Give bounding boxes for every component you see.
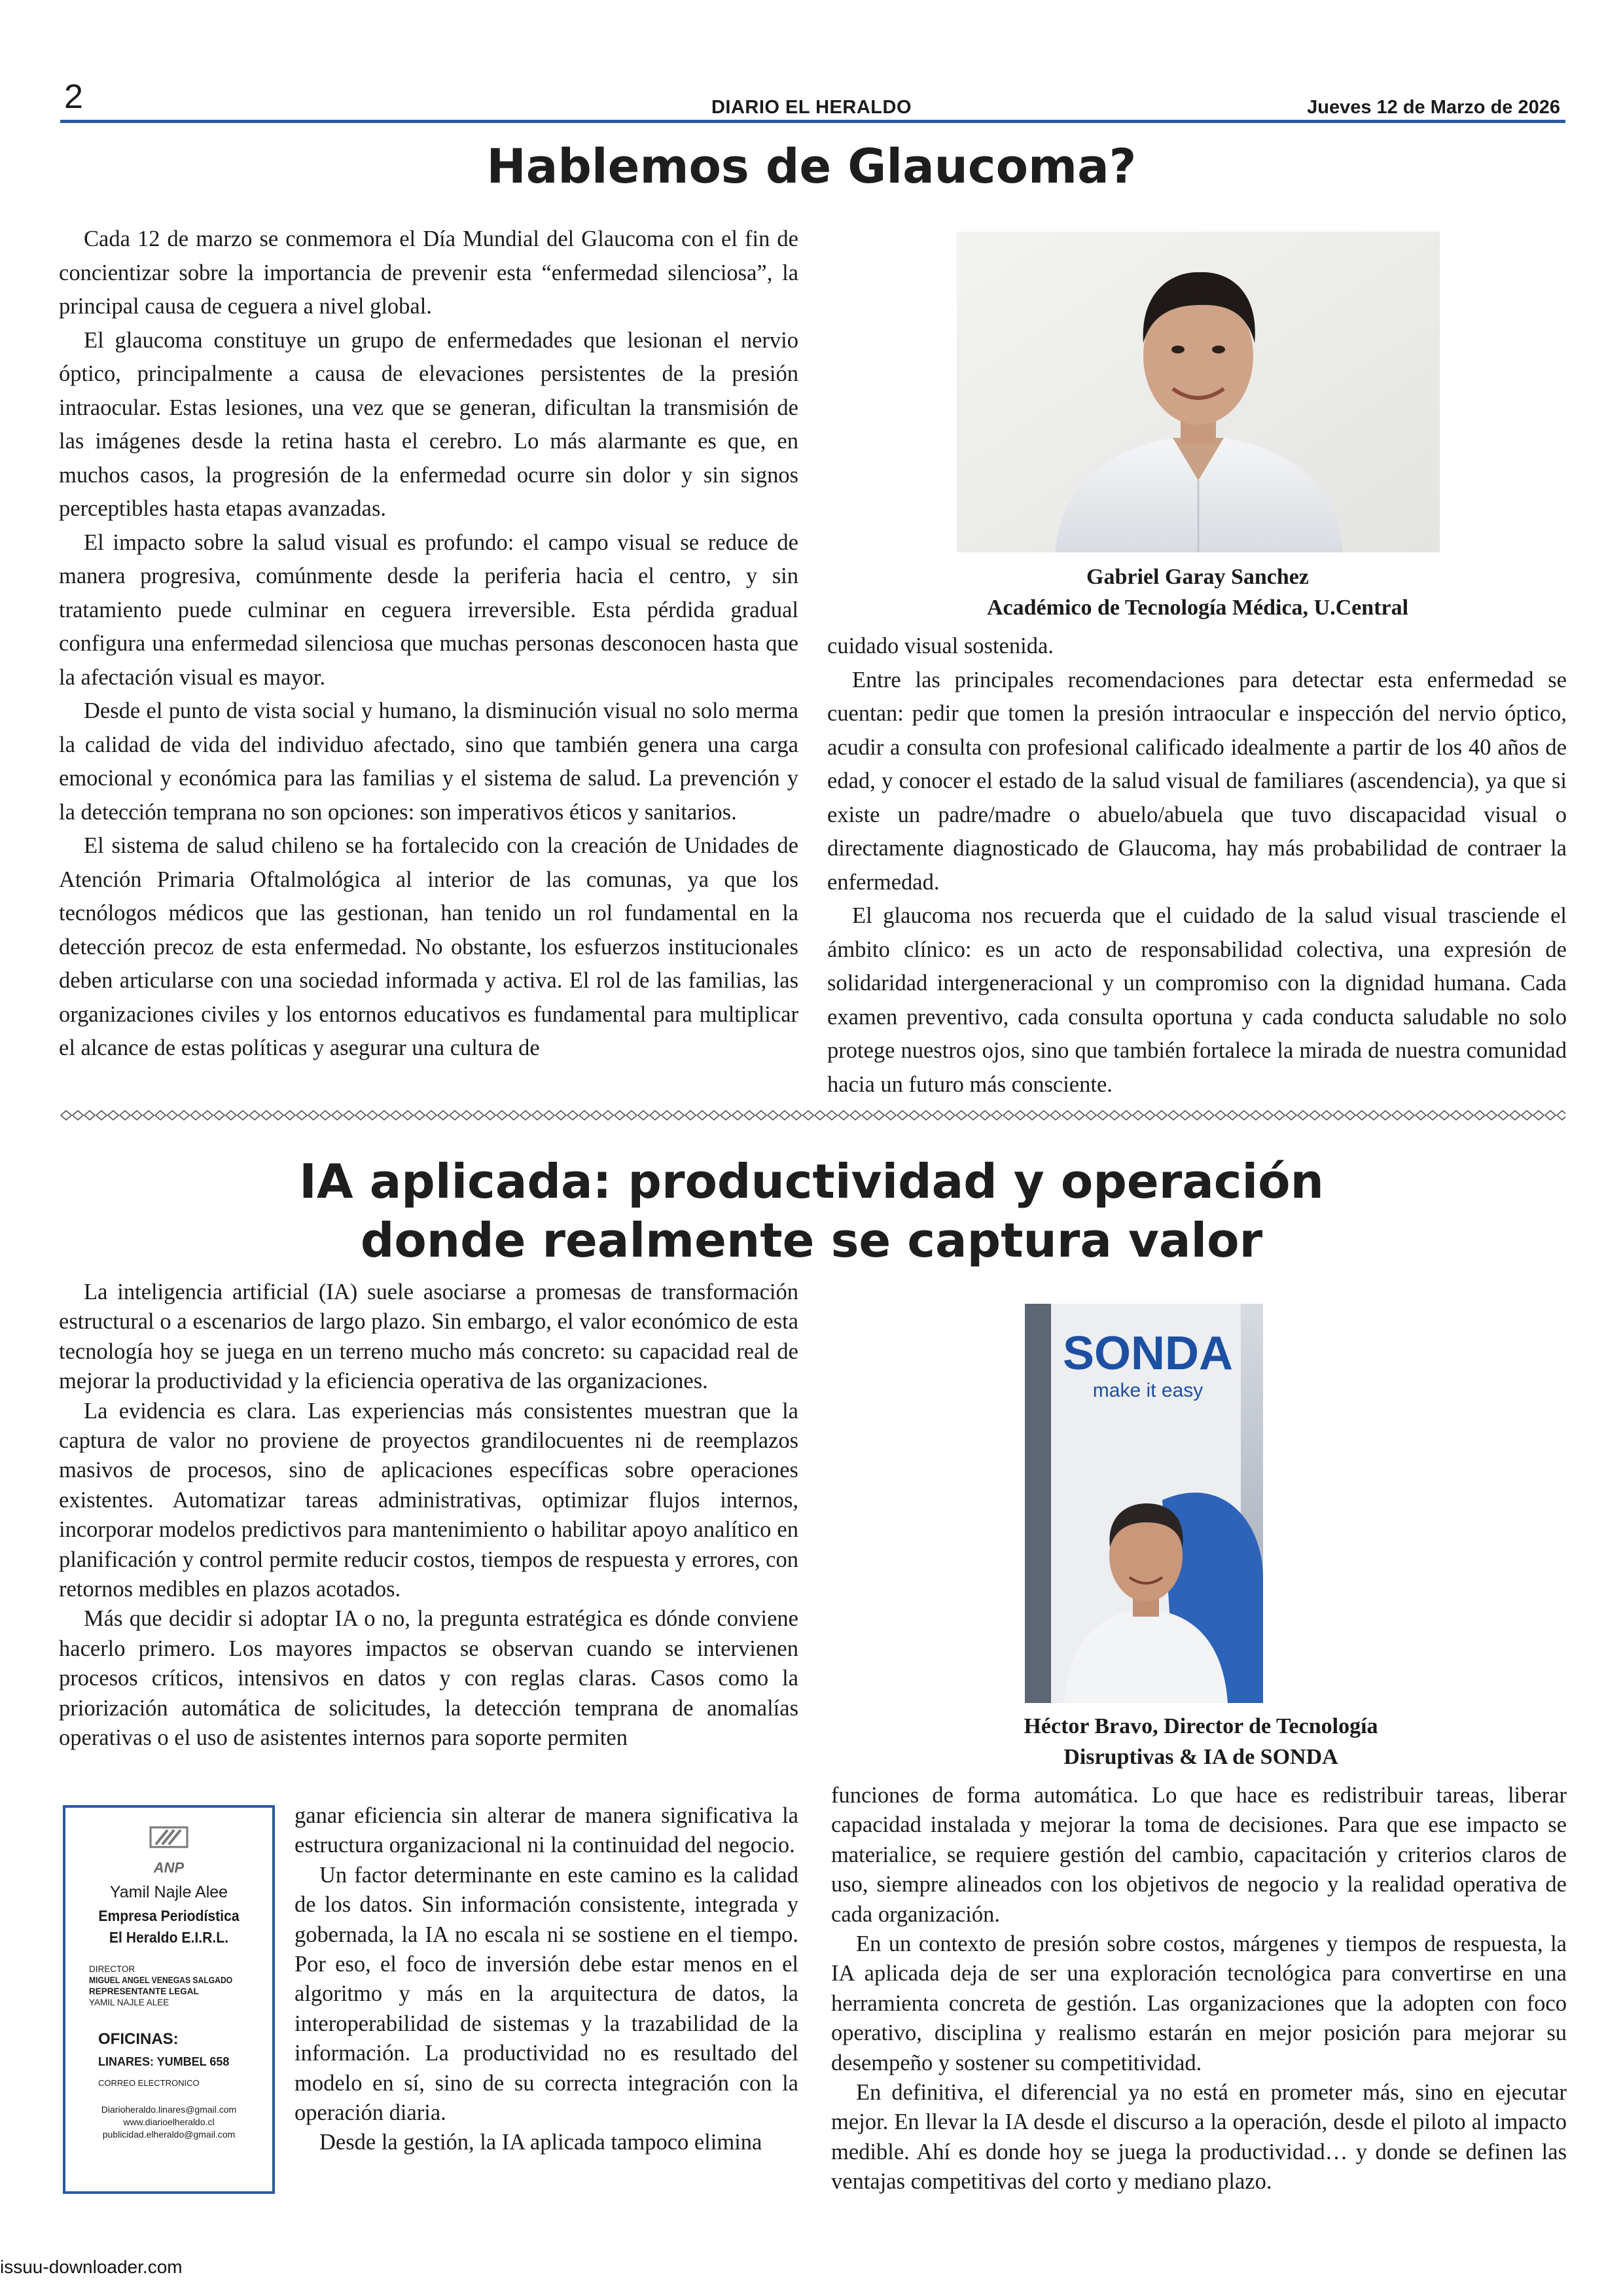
paragraph: El impacto sobre la salud visual es profundo: el campo visual se reduce de manera progresiva, comúnmente desde la periferia hacia el centro, y sin tratamiento puede culminar en ceguera irreversible. Esta pérdida gradual configura una enfermedad silenciosa que muchas personas desconocen hasta que la afectación visual es mayor.: [59, 529, 798, 690]
anp-logo-icon: [148, 1825, 190, 1859]
paragraph: El sistema de salud chileno se ha fortalecido con la creación de Unidades de Atención Primaria Oftalmológica al interior de las comunas, ya que los tecnólogos médicos que las gestionan, han tenido un rol fundamental en la detección precoz de esta enfermedad. No obstante, los esfuerzos institucionales deben articularse con una sociedad informada y activa. El rol de las familias, las organizaciones civiles y los entornos educativos es fundamental para multiplicar el alcance de estas políticas y asegurar una cultura de: [59, 833, 798, 1060]
email-label: CORREO ELECTRONICO: [98, 2078, 200, 2088]
paragraph: El glaucoma constituye un grupo de enfermedades que lesionan el nervio óptico, principalmente a causa de elevaciones persistentes de la presión intraocular. Estas lesiones, una vez que se generan, dificultan la transmisión de las imágenes desde la retina hasta el cerebro. Lo más alarmante es que, en muchos casos, la progresión de la enfermedad ocurre sin dolor y sin signos perceptibles hasta etapas avanzadas.: [59, 327, 798, 521]
caption-name: Gabriel Garay Sanchez: [1086, 565, 1309, 589]
paragraph: Más que decidir si adoptar IA o no, la pregunta estratégica es dónde conviene hacerlo primero. Los mayores impactos se observan cuando se intervienen procesos críticos, intensivos en datos y con reglas claras. Casos como la priorización automática de solicitudes, la detección temprana de anomalías operativas o el uso de asistentes internos para soporte permiten: [59, 1606, 798, 1751]
email-address: Diarioheraldo.linares@gmail.com: [101, 2104, 237, 2115]
title-line: IA aplicada: productividad y operación: [299, 1154, 1324, 1209]
offices-label: OFICINAS:: [98, 2030, 179, 2048]
sign-brand: SONDA: [1062, 1327, 1234, 1380]
paragraph: Entre las principales recomendaciones para detectar esta enfermedad se cuentan: pedir que tomen la presión intraocular e inspección del nervio óptico, acudir a consulta con profesional calificado idealmente a partir de los 40 años de edad, y conocer el estado de la salud visual de familiares (ascendencia), ya que si existe un padre/madre o abuelo/abuela que tuvo discapacidad visual o directamente diagnosticado de Glaucoma, hay más probabilidad de contraer la enfermedad.: [827, 667, 1567, 895]
newspaper-name: DIARIO EL HERALDO: [711, 97, 912, 118]
paragraph: Cada 12 de marzo se conmemora el Día Mundial del Glaucoma con el fin de concientizar sobre la importancia de prevenir esta “enfermedad silenciosa”, la principal causa de ceguera a nivel global.: [59, 226, 798, 319]
issue-date: Jueves 12 de Marzo de 2026: [1307, 97, 1560, 118]
director-label: DIRECTOR: [89, 1964, 135, 1974]
caption-line: Disruptivas & IA de SONDA: [1063, 1745, 1338, 1769]
article-2-left-column: [59, 1278, 798, 1753]
paragraph: Desde la gestión, la IA aplicada tampoco elimina: [319, 2130, 762, 2155]
anp-logo: [65, 1825, 272, 1876]
photo-caption-hector: [838, 1711, 1564, 1772]
portrait-photo-gabriel: [957, 232, 1440, 552]
article-2-right-column: [831, 1781, 1567, 2197]
article-1-right-column: [827, 630, 1567, 1102]
owner-name: Yamil Najle Alee: [109, 1883, 228, 1901]
portrait-photo-hector: [1025, 1304, 1263, 1703]
legal-label: REPRESENTANTE LEGAL: [89, 1986, 199, 1996]
paragraph: En definitiva, el diferencial ya no está en prometer más, sino en ejecutar mejor. En llevar la IA desde el discurso a la operación, desde el piloto al impacto medible. Ahí es donde hoy se juega la productividad… y donde se definen las ventajas competitivas del corto y mediano plazo.: [831, 2080, 1567, 2195]
masthead-box: [63, 1805, 275, 2194]
website: www.diarioelheraldo.cl: [123, 2117, 215, 2127]
paragraph: El glaucoma nos recuerda que el cuidado de la salud visual trasciende el ámbito clínico: es un acto de responsabilidad colectiva, una expresión de solidaridad intergeneracional y un compromiso con la dignidad humana. Cada examen preventivo, cada consulta oportuna y cada conducta saludable no solo protege nuestros ojos, sino que también fortalece la mirada de nuestra comunidad hacia un futuro más consciente.: [827, 903, 1567, 1097]
article-2-narrow-column: [294, 1801, 798, 2158]
email-address: publicidad.elheraldo@gmail.com: [102, 2129, 236, 2140]
director-name: MIGUEL ANGEL VENEGAS SALGADO: [89, 1975, 233, 1985]
legal-name: YAMIL NAJLE ALEE: [89, 1998, 169, 2007]
company-line: Empresa Periodística: [98, 1907, 240, 1924]
paragraph: ganar eficiencia sin alterar de manera significativa la estructura organizacional ni la continuidad del negocio.: [294, 1803, 798, 1858]
article-1-left-column: [59, 223, 798, 1066]
sign-tagline: make it easy: [1092, 1380, 1204, 1401]
company-line: El Heraldo E.I.R.L.: [109, 1929, 229, 1946]
paragraph: funciones de forma automática. Lo que hace es redistribuir tareas, liberar capacidad instalada y mejorar la toma de decisiones. Para que ese impacto se materialice, se requiere gestión del cambio, capacitación y criterios claros de uso, siempre alineados con los objetivos de negocio y la realidad operativa de cada organización.: [831, 1783, 1567, 1927]
article-1-title: Hablemos de Glaucoma?: [486, 139, 1137, 194]
article-divider: [60, 1108, 1565, 1122]
photo-caption-gabriel: [838, 562, 1558, 623]
paragraph: La evidencia es clara. Las experiencias más consistentes muestran que la captura de valor no proviene de proyectos grandilocuentes ni de reemplazos masivos de procesos, sino de aplicaciones específicas sobre operaciones existentes. Automatizar tareas administrativas, optimizar flujos internos, incorporar modelos predictivos para mantenimiento o habilitar apoyo analítico en planificación y control permite reducir costos, tiempos de respuesta y errores, con retornos medibles en plazos acotados.: [59, 1398, 798, 1602]
watermark[interactable]: issuu-downloader.com: [0, 2257, 183, 2277]
caption-role: Académico de Tecnología Médica, U.Central: [986, 596, 1409, 620]
paragraph: Desde el punto de vista social y humano, la disminución visual no solo merma la calidad de vida del individuo afectado, sino que también genera una carga emocional y económica para las familias y el sistema de salud. La prevención y la detección temprana no son opciones: son imperativos éticos y sanitarios.: [59, 698, 798, 825]
caption-line: Héctor Bravo, Director de Tecnología: [1024, 1714, 1378, 1738]
portrait-illustration: [957, 232, 1440, 552]
article-2-title: [0, 1152, 1623, 1270]
paragraph: Un factor determinante en este camino es la calidad de los datos. Sin información consistente, integrada y gobernada, la IA no escala ni se sostiene en el tiempo. Por eso, el foco de inversión debe estar menos en el algoritmo y más en la arquitectura de datos, la interoperabilidad de sistemas y la trazabilidad de la información. La productividad no es resultado del modelo en sí, sino de su correcta integración con la operación diaria.: [294, 1862, 798, 2126]
header-rule: [60, 120, 1565, 123]
paragraph: En un contexto de presión sobre costos, márgenes y tiempos de respuesta, la IA aplicada deja de ser una exploración tecnológica para convertirse en una herramienta concreta de gestión. Las organizaciones que la adopten con foco operativo, disciplina y realismo estarán en mejor posición para mejorar su desempeño y sostener su competitividad.: [831, 1931, 1567, 2075]
paragraph: La inteligencia artificial (IA) suele asociarse a promesas de transformación estructural o a escenarios de largo plazo. Sin embargo, el valor económico de esta tecnología hoy se juega en un terreno mucho más concreto: su capacidad real de mejorar la productividad y la eficiencia operativa de las organizaciones.: [59, 1280, 798, 1394]
office-address: LINARES: YUMBEL 658: [98, 2055, 230, 2068]
page-number: 2: [64, 78, 83, 116]
portrait-illustration: [1025, 1304, 1263, 1703]
title-line: donde realmente se captura valor: [360, 1213, 1263, 1268]
paragraph: cuidado visual sostenida.: [827, 634, 1054, 658]
logo-text: ANP: [153, 1859, 185, 1876]
